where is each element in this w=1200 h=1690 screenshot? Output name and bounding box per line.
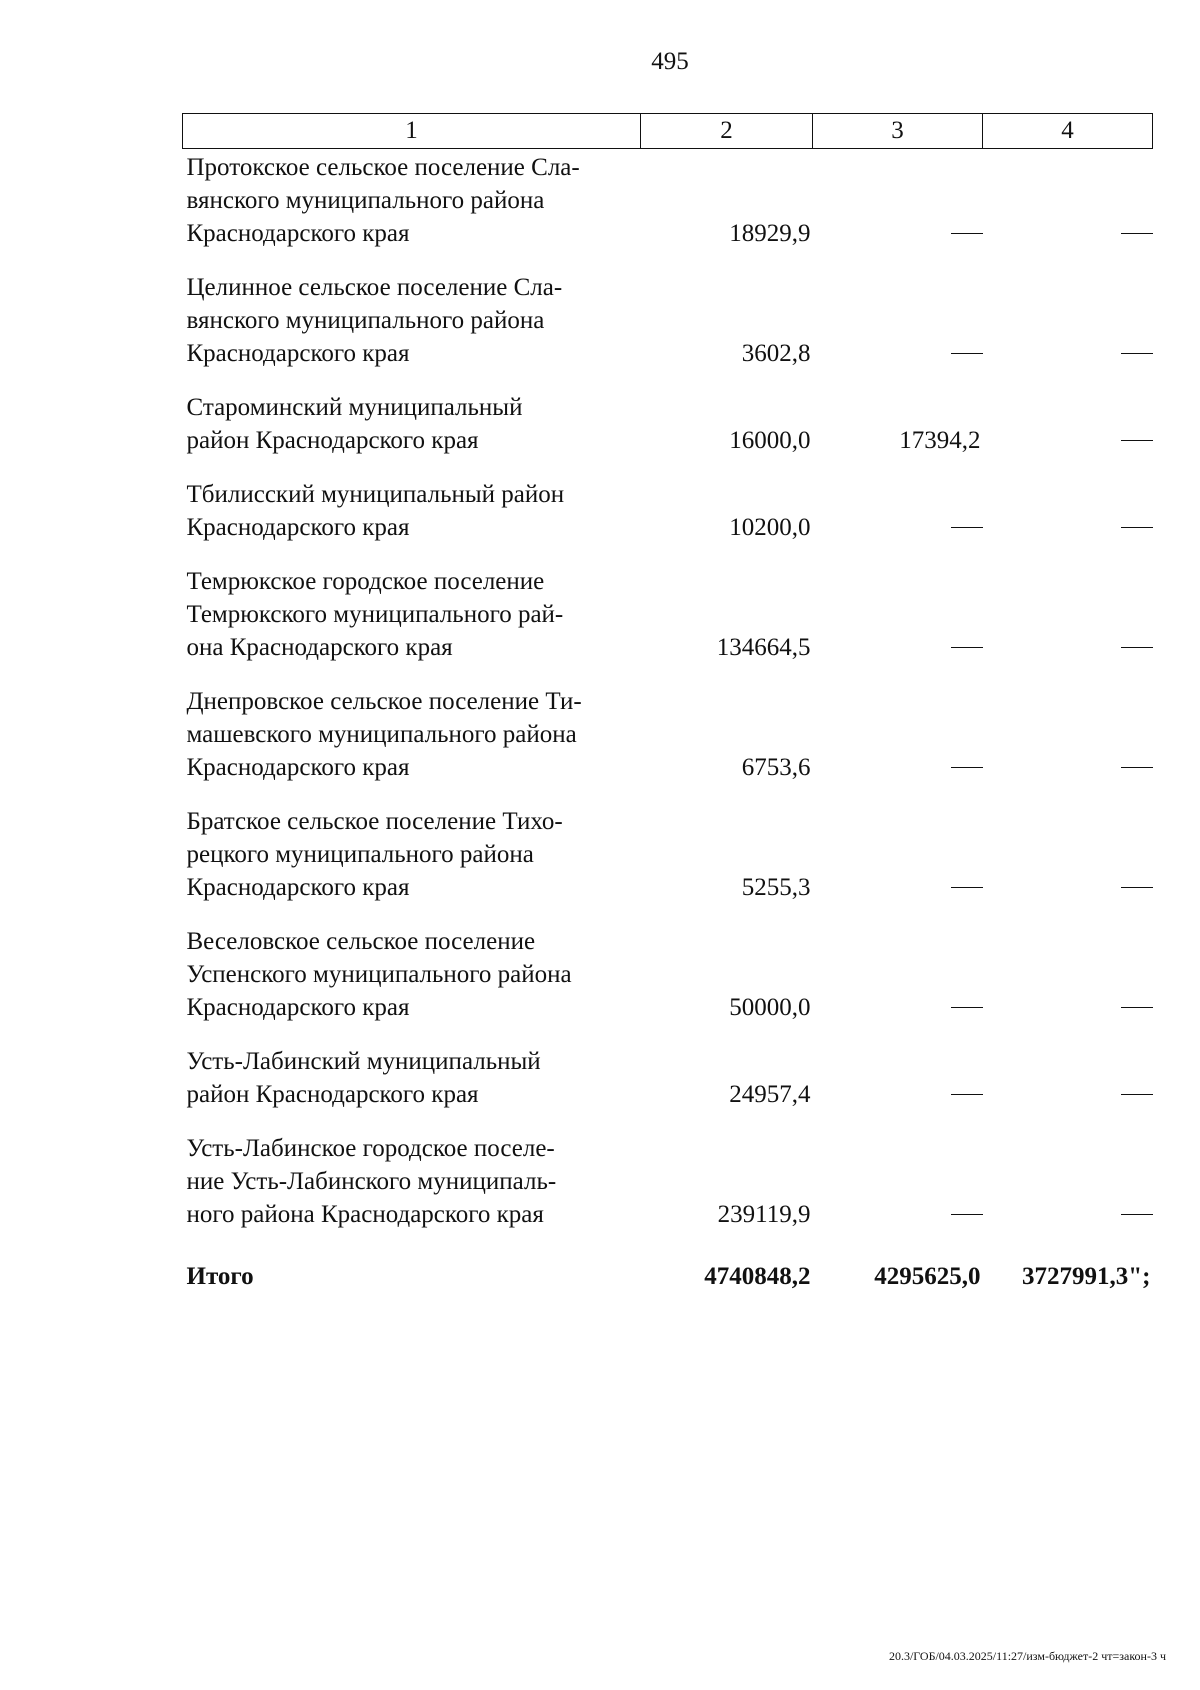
municipality-name-line: Краснодарского края: [186, 514, 410, 541]
municipality-name-line: вянского муниципального района: [186, 307, 545, 334]
table-body: [183, 149, 1153, 1294]
column-header-2: 2: [641, 114, 813, 149]
value-c2: 239119,9: [717, 1201, 811, 1228]
municipality-name-line: Староминский муниципальный: [186, 394, 523, 421]
page-number: 495: [651, 48, 689, 75]
value-c3-empty: [813, 271, 983, 391]
value-c2: 6753,6: [741, 754, 811, 781]
value-c4-empty: [983, 685, 1153, 805]
table-row: [183, 149, 1153, 272]
municipality-name-line: район Краснодарского края: [186, 427, 479, 454]
value-c4-empty: [983, 1045, 1153, 1132]
municipality-name: [183, 565, 641, 685]
table-row: [183, 271, 1153, 391]
municipality-name-line: Днепровское сельское поселение Ти-: [186, 688, 582, 715]
municipality-name: [183, 391, 641, 478]
table-row: [183, 1045, 1153, 1132]
total-value-c2: 4740848,2: [704, 1263, 811, 1290]
value-c2: 10200,0: [729, 514, 811, 541]
table-row: [183, 478, 1153, 565]
column-header-3: 3: [813, 114, 983, 149]
value-c4-empty: [983, 478, 1153, 565]
table-row: [183, 685, 1153, 805]
value-c4-empty: [983, 149, 1153, 272]
municipality-name-line: Темрюкского муниципального рай-: [186, 601, 564, 628]
table-row: [183, 805, 1153, 925]
municipality-name: [183, 925, 641, 1045]
dash-mark: [951, 647, 983, 648]
municipality-name-line: Темрюкское городское поселение: [186, 568, 545, 595]
table-row: [183, 925, 1153, 1045]
value-c2: 5255,3: [741, 874, 811, 901]
municipality-name-line: район Краснодарского края: [186, 1081, 479, 1108]
municipality-name: [183, 478, 641, 565]
budget-table-container: [182, 113, 1152, 1293]
value-c2: 24957,4: [729, 1081, 811, 1108]
municipality-name-line: Усть-Лабинское городское поселе-: [186, 1135, 555, 1162]
municipality-name-line: Краснодарского края: [186, 220, 410, 247]
municipality-name-line: вянского муниципального района: [186, 187, 545, 214]
dash-mark: [951, 233, 983, 234]
value-c2: 18929,9: [729, 220, 811, 247]
municipality-name-line: Тбилисский муниципальный район: [186, 481, 565, 508]
total-value-c4: 3727991,3";: [1022, 1263, 1151, 1290]
value-c2: 16000,0: [729, 427, 811, 454]
municipality-name-line: Братское сельское поселение Тихо-: [186, 808, 563, 835]
dash-mark: [1121, 353, 1153, 354]
dash-mark: [951, 353, 983, 354]
value-c2: 134664,5: [716, 634, 811, 661]
municipality-name-line: Краснодарского края: [186, 754, 410, 781]
budget-table: [182, 113, 1153, 1293]
table-row: [183, 565, 1153, 685]
dash-mark: [951, 1214, 983, 1215]
dash-mark: [951, 527, 983, 528]
dash-mark: [1121, 1094, 1153, 1095]
dash-mark: [1121, 647, 1153, 648]
municipality-name-line: Краснодарского края: [186, 994, 410, 1021]
value-c3-empty: [813, 805, 983, 925]
dash-mark: [1121, 233, 1153, 234]
municipality-name: [183, 271, 641, 391]
municipality-name: [183, 149, 641, 272]
document-footer-code: 20.3/ГОБ/04.03.2025/11:27/изм-бюджет-2 чт=закон-3 ч: [888, 1649, 1166, 1663]
column-header-1: 1: [183, 114, 641, 149]
municipality-name: [183, 805, 641, 925]
total-value-c3: 4295625,0: [874, 1263, 981, 1290]
total-row: [183, 1252, 1153, 1293]
municipality-name-line: ного района Краснодарского края: [186, 1201, 544, 1228]
value-c4-empty: [983, 391, 1153, 478]
municipality-name-line: машевского муниципального района: [186, 721, 577, 748]
value-c3-empty: [813, 1045, 983, 1132]
value-c3-empty: [813, 149, 983, 272]
dash-mark: [1121, 1214, 1153, 1215]
value-c4-empty: [983, 271, 1153, 391]
dash-mark: [951, 887, 983, 888]
municipality-name: [183, 685, 641, 805]
municipality-name-line: она Краснодарского края: [186, 634, 453, 661]
value-c3: 17394,2: [899, 427, 981, 454]
value-c2: 3602,8: [741, 340, 811, 367]
value-c3-empty: [813, 925, 983, 1045]
dash-mark: [951, 1007, 983, 1008]
table-row: [183, 391, 1153, 478]
value-c4-empty: [983, 805, 1153, 925]
value-c2: 50000,0: [729, 994, 811, 1021]
value-c3-empty: [813, 685, 983, 805]
municipality-name: [183, 1132, 641, 1252]
value-c4-empty: [983, 1132, 1153, 1252]
value-c3-empty: [813, 478, 983, 565]
dash-mark: [1121, 440, 1153, 441]
dash-mark: [1121, 767, 1153, 768]
value-c3-empty: [813, 565, 983, 685]
dash-mark: [1121, 527, 1153, 528]
dash-mark: [1121, 1007, 1153, 1008]
value-c3-empty: [813, 1132, 983, 1252]
dash-mark: [951, 767, 983, 768]
value-c4-empty: [983, 925, 1153, 1045]
municipality-name-line: Усть-Лабинский муниципальный: [186, 1048, 541, 1075]
dash-mark: [951, 1094, 983, 1095]
total-label: Итого: [186, 1263, 254, 1290]
column-header-4: 4: [983, 114, 1153, 149]
dash-mark: [1121, 887, 1153, 888]
value-c4-empty: [983, 565, 1153, 685]
municipality-name-line: Веселовское сельское поселение: [186, 928, 536, 955]
table-header-row: [183, 114, 1153, 149]
municipality-name-line: рецкого муниципального района: [186, 841, 534, 868]
municipality-name-line: Целинное сельское поселение Сла-: [186, 274, 563, 301]
municipality-name-line: Краснодарского края: [186, 874, 410, 901]
municipality-name-line: Краснодарского края: [186, 340, 410, 367]
municipality-name-line: Успенского муниципального района: [186, 961, 572, 988]
municipality-name-line: ние Усть-Лабинского муниципаль-: [186, 1168, 557, 1195]
table-row: [183, 1132, 1153, 1252]
municipality-name: [183, 1045, 641, 1132]
municipality-name-line: Протокское сельское поселение Сла-: [186, 154, 580, 181]
